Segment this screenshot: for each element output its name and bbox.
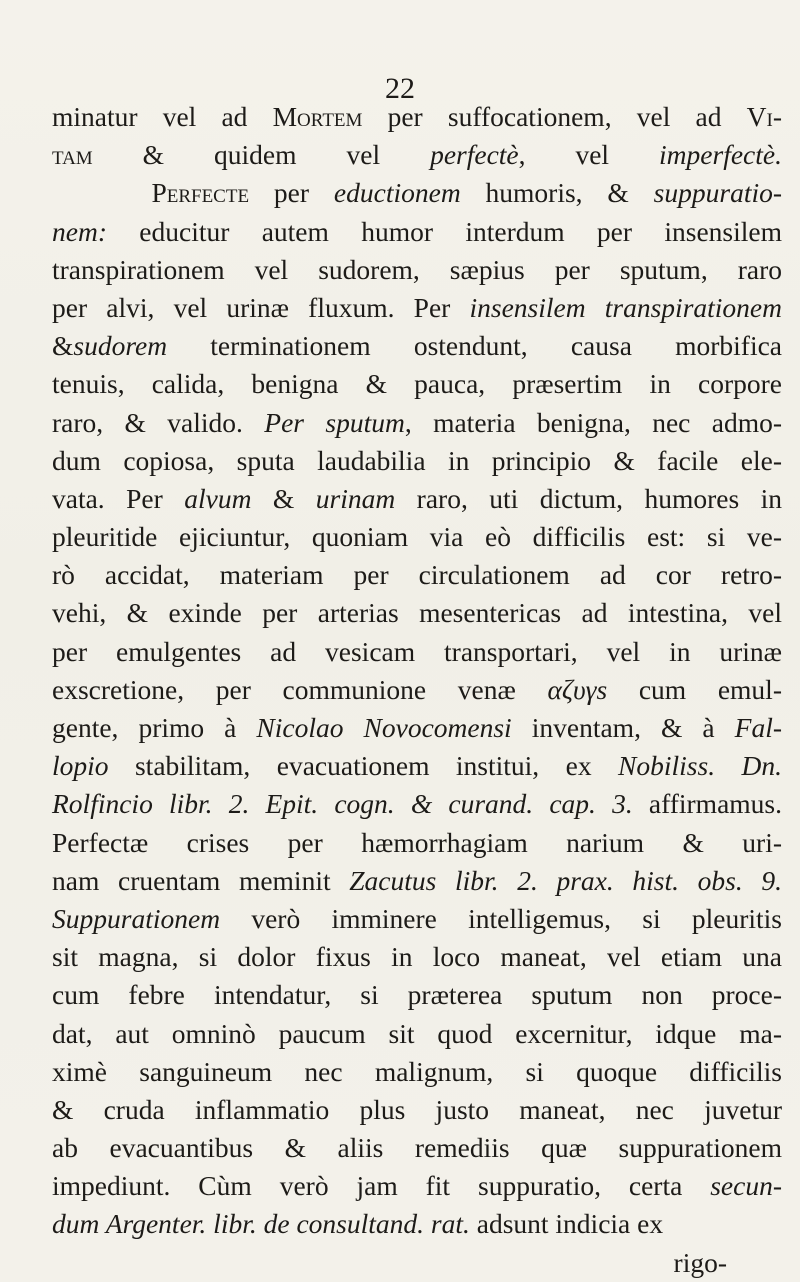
text-line	[52, 671, 782, 709]
text-line	[52, 98, 782, 136]
page-number: 22	[385, 72, 415, 105]
text-segment: alvum	[184, 482, 252, 514]
text-segment: vata. Per	[52, 482, 185, 514]
text-segment: stabilitam, evacuationem institui, ex	[108, 750, 619, 782]
text-segment: imperfectè.	[659, 139, 782, 171]
text-line	[52, 862, 782, 900]
text-segment: Perfecte	[151, 177, 250, 209]
text-segment: affirmamus.	[632, 788, 782, 820]
text-segment: sudorem	[73, 330, 168, 362]
text-line	[52, 976, 782, 1014]
text-segment: Suppurationem	[52, 902, 221, 934]
text-segment: sit magna, si dolor fixus in loco maneat, vel etiam una	[52, 941, 782, 973]
text-segment: per suffocationem, vel ad	[362, 101, 747, 132]
text-segment: , vel	[518, 139, 660, 171]
text-line	[52, 709, 782, 747]
text-segment: gente, primo à	[52, 712, 257, 743]
text-line	[52, 365, 782, 403]
text-line	[52, 480, 782, 518]
text-line	[52, 900, 782, 938]
text-segment: cum febre intendatur, si præterea sputum non proce-	[52, 979, 782, 1011]
text-line	[52, 938, 782, 976]
text-segment: &	[251, 482, 316, 514]
text-segment: Mortem	[272, 101, 363, 132]
text-line	[52, 1053, 782, 1091]
text-segment: & quidem vel	[92, 139, 431, 171]
text-segment: &	[52, 330, 74, 362]
text-segment: humoris, &	[460, 177, 654, 209]
text-line	[52, 442, 782, 480]
text-segment: cum emul-	[607, 673, 782, 705]
text-segment: dum copiosa, sputa laudabilia in principio & facile ele-	[52, 444, 782, 476]
text-segment: ximè sanguineum nec malignum, si quoque difficilis	[52, 1055, 782, 1087]
text-segment: vehi, & exinde per arterias mesentericas ad intestina, vel	[52, 597, 782, 629]
text-segment: Vi-	[746, 101, 782, 132]
text-segment: Fal-	[734, 712, 782, 743]
text-segment: tenuis, calida, benigna & pauca, præsertim in corpore	[52, 368, 782, 400]
text-line	[52, 289, 782, 327]
text-line	[52, 1167, 782, 1205]
text-line	[52, 556, 782, 594]
text-segment: insensilem transpirationem	[469, 291, 782, 323]
text-segment: nem:	[52, 215, 107, 247]
text-segment: rò accidat, materiam per circulationem ad cor retro-	[52, 559, 782, 591]
text-line	[52, 136, 782, 174]
text-segment: per	[249, 177, 334, 209]
text-segment: dat, aut omninò paucum sit quod excernitur, idque ma-	[52, 1017, 782, 1049]
text-line	[52, 633, 782, 671]
text-segment: Per sputum	[264, 406, 405, 438]
text-segment: lopio	[52, 750, 109, 782]
text-segment: pleuritide ejiciuntur, quoniam via eò difficilis est: si ve-	[52, 521, 782, 553]
text-segment: raro, & valido.	[52, 406, 265, 438]
text-segment: ab evacuantibus & aliis remediis quæ suppurationem	[52, 1132, 782, 1164]
text-line	[52, 785, 782, 823]
text-segment: & cruda inflammatio plus justo maneat, nec juvetur	[52, 1093, 782, 1125]
text-segment: minatur vel ad	[52, 101, 273, 132]
text-segment: nam cruentam meminit	[52, 864, 350, 896]
catchword: rigo-	[673, 1246, 727, 1278]
text-segment: inventam, & à	[511, 712, 735, 743]
text-segment: impediunt. Cùm verò jam fit suppuratio, certa	[52, 1170, 711, 1202]
text-segment: educitur autem humor interdum per insensilem	[106, 215, 782, 247]
text-line	[52, 1205, 782, 1243]
text-segment: eductionem	[333, 177, 461, 209]
text-segment	[52, 177, 151, 208]
text-line	[52, 747, 782, 785]
text-segment: per alvi, vel urinæ fluxum. Per	[52, 291, 470, 323]
text-segment: dum Argenter. libr. de consultand. rat.	[52, 1208, 470, 1240]
text-segment: transpirationem vel sudorem, sæpius per sputum, raro	[52, 253, 782, 285]
text-segment: , materia benigna, nec admo-	[404, 406, 782, 438]
text-segment: suppuratio-	[653, 177, 783, 209]
text-segment: tam	[52, 139, 93, 171]
text-line	[52, 594, 782, 632]
text-line	[52, 213, 782, 251]
text-segment: raro, uti dictum, humores in	[395, 482, 783, 514]
text-segment: Rolfincio libr. 2. Epit. cogn. & curand. cap. 3.	[52, 788, 633, 820]
text-segment: αζυγs	[547, 673, 608, 705]
text-segment: Nicolao Novocomensi	[256, 712, 512, 743]
body-text	[52, 98, 782, 1282]
text-line	[52, 174, 782, 212]
text-segment: Nobiliss. Dn.	[618, 750, 783, 782]
text-line	[52, 327, 782, 365]
text-segment: per emulgentes ad vesicam transportari, vel in urinæ	[52, 635, 782, 667]
text-line	[52, 251, 782, 289]
text-line	[52, 1015, 782, 1053]
text-line	[52, 1129, 782, 1167]
text-line	[52, 1091, 782, 1129]
text-segment: adsunt indicia ex	[469, 1208, 664, 1240]
text-line	[52, 824, 782, 862]
text-line	[52, 404, 782, 442]
text-segment: Perfectæ crises per hæmorrhagiam narium & uri-	[52, 826, 782, 858]
text-segment: urinam	[315, 482, 396, 514]
text-segment: Zacutus libr. 2. prax. hist. obs. 9.	[349, 864, 782, 896]
text-line	[52, 518, 782, 556]
text-segment: secun-	[710, 1170, 782, 1202]
text-segment: verò imminere intelligemus, si pleuritis	[220, 902, 782, 934]
text-segment: perfectè	[430, 139, 519, 171]
text-segment: exscretione, per communione venæ	[52, 673, 548, 705]
text-segment: terminationem ostendunt, causa morbifica	[167, 330, 782, 362]
